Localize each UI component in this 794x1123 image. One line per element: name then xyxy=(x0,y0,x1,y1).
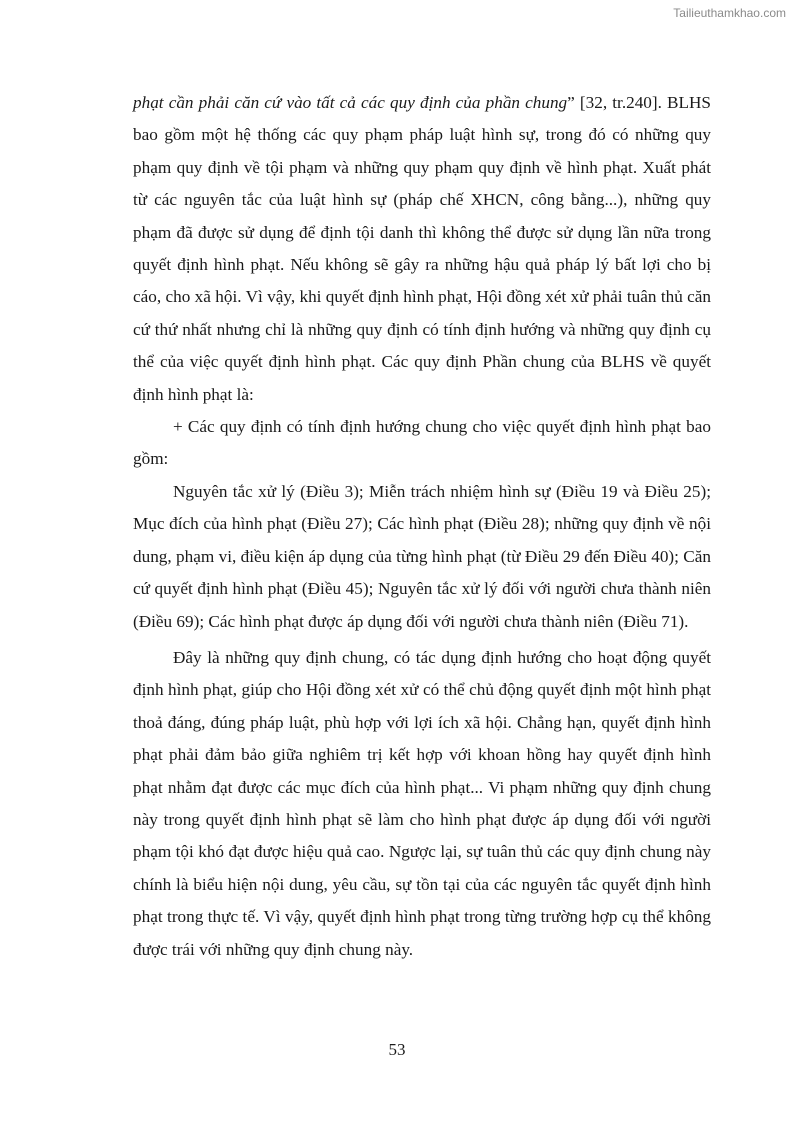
paragraph-general-provisions: + Các quy định có tính định hướng chung cho việc quyết định hình phạt bao gồm: xyxy=(133,417,711,469)
page-body xyxy=(133,87,711,966)
paragraph-article-list: Nguyên tắc xử lý (Điều 3); Miễn trách nhiệm hình sự (Điều 19 và Điều 25); Mục đích của hình phạt (Điều 27); Các hình phạt (Điều 28); những quy định về nội dung, phạm vi, điều kiện áp dụng của từng hình phạt (từ Điều 29 đến Điều 40); Căn cứ quyết định hình phạt (Điều 45); Nguyên tắc xử lý đối với người chưa thành niên (Điều 69); Các hình phạt được áp dụng đối với người chưa thành niên (Điều 71). xyxy=(133,481,711,631)
paragraph-continuation xyxy=(133,87,711,411)
paragraph-explanation: Đây là những quy định chung, có tác dụng định hướng cho hoạt động quyết định hình phạt, giúp cho Hội đồng xét xử có thể chủ động quyết định một hình phạt thoả đáng, đúng pháp luật, phù hợp với lợi ích xã hội. Chẳng hạn, quyết định hình phạt phải đảm bảo giữa nghiêm trị kết hợp với khoan hồng hay quyết định hình phạt nhằm đạt được các mục đích của hình phạt... Vi phạm những quy định chung này trong quyết định hình phạt sẽ làm cho hình phạt được áp dụng đối với người phạm tội khó đạt được hiệu quả cao. Ngược lại, sự tuân thủ các quy định chung này chính là biểu hiện nội dung, yêu cầu, sự tồn tại của các nguyên tắc quyết định hình phạt trong thực tế. Vì vậy, quyết định hình phạt trong từng trường hợp cụ thể không được trái với những quy định chung này. xyxy=(133,647,711,959)
watermark: Tailieuthamkhao.com xyxy=(673,6,786,20)
paragraph-text: ” [32, tr.240]. BLHS bao gồm một hệ thống các quy phạm pháp luật hình sự, trong đó có những quy phạm quy định về tội phạm và những quy phạm quy định về hình phạt. Xuất phát từ các nguyên tắc của luật hình sự (pháp chế XHCN, công bằng...), những quy phạm đã được sử dụng để định tội danh thì không thể được sử dụng lần nữa trong quyết định hình phạt. Nếu không sẽ gây ra những hậu quả pháp lý bất lợi cho bị cáo, cho xã hội. Vì vậy, khi quyết định hình phạt, Hội đồng xét xử phải tuân thủ căn cứ thứ nhất nhưng chỉ là những quy định có tính định hướng và những quy định cụ thể của việc quyết định hình phạt. Các quy định Phần chung của BLHS về quyết định hình phạt là: xyxy=(133,93,711,404)
quote-italic: phạt cần phải căn cứ vào tất cả các quy định của phần chung xyxy=(133,93,568,112)
page-number: 53 xyxy=(388,1040,406,1059)
